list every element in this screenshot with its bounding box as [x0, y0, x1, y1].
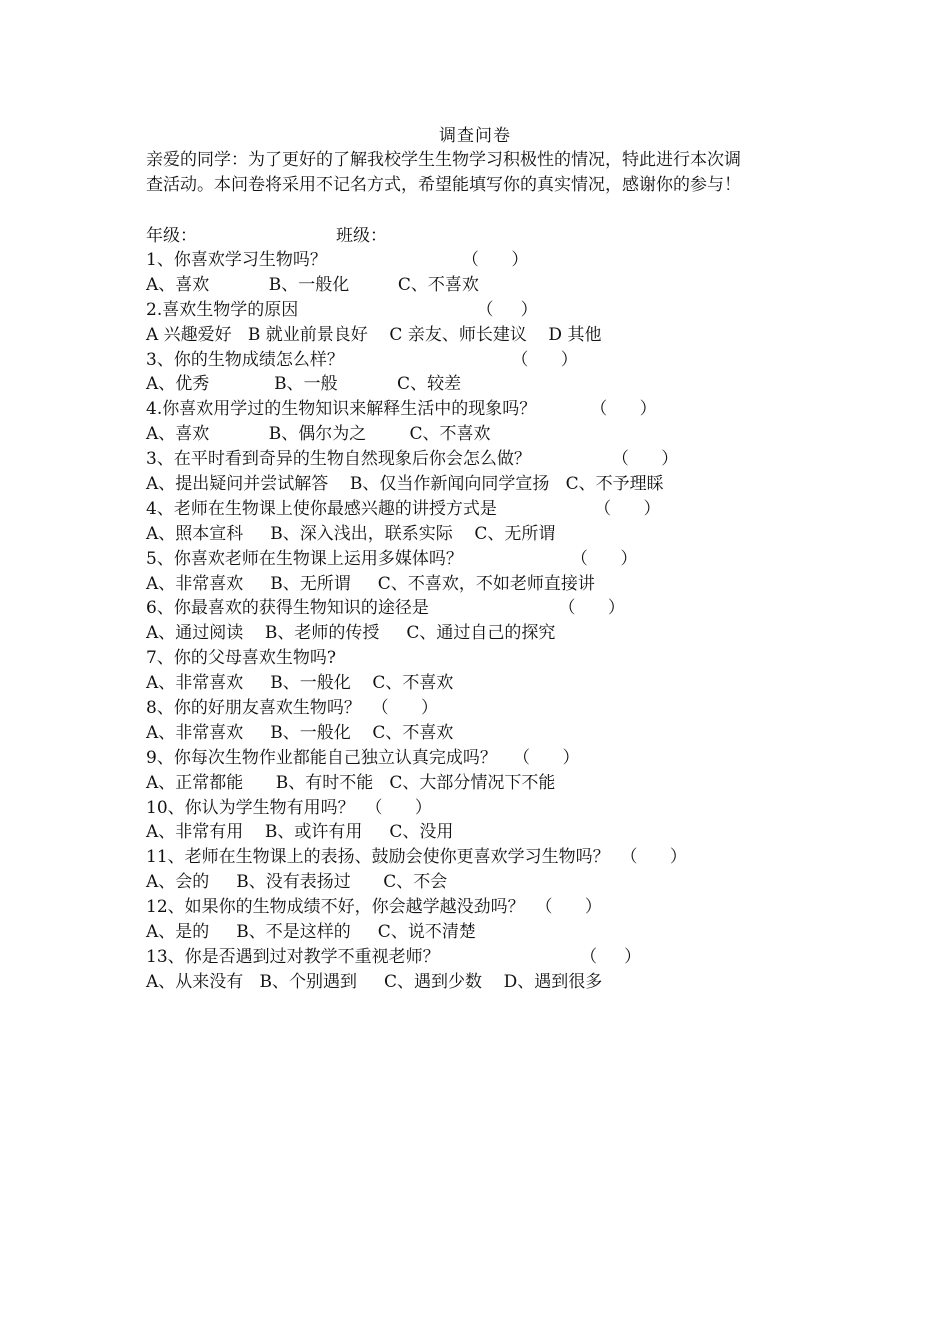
question-text: 9、你每次生物作业都能自己独立认真完成吗？ （ ） [146, 747, 580, 768]
question-text: 3、你的生物成绩怎么样？ （ ） [146, 349, 578, 370]
question-text: 4、老师在生物课上使你最感兴趣的讲授方式是 （ ） [146, 498, 661, 519]
question-options: A、非常有用 B、或许有用 C、没用 [146, 822, 454, 843]
question-text: 13、你是否遇到过对教学不重视老师？ （ ） [146, 946, 642, 967]
question-item [146, 547, 846, 597]
question-item [146, 298, 846, 348]
question-text: 2.喜欢生物学的原因 （ ） [146, 299, 538, 320]
question-item [146, 447, 846, 497]
question-text: 5、你喜欢老师在生物课上运用多媒体吗？ （ ） [146, 548, 638, 569]
question-options: A、从来没有 B、个别遇到 C、遇到少数 D、遇到很多 [146, 971, 603, 992]
document-title: 调查问卷 [439, 126, 511, 146]
question-item [146, 895, 846, 945]
question-text: 12、如果你的生物成绩不好，你会越学越没劲吗？ （ ） [146, 897, 602, 918]
class-label: 班级： [336, 226, 387, 246]
question-item [146, 696, 846, 746]
question-item [146, 746, 846, 796]
question-options: A、通过阅读 B、老师的传授 C、通过自己的探究 [146, 623, 556, 644]
question-options: A、非常喜欢 B、一般化 C、不喜欢 [146, 673, 454, 694]
question-options: A、喜欢 B、偶尔为之 C、不喜欢 [146, 424, 491, 445]
question-options: A、是的 B、不是这样的 C、说不清楚 [146, 922, 476, 943]
question-options: A 兴趣爱好 B 就业前景良好 C 亲友、师长建议 D 其他 [146, 324, 602, 345]
question-item [146, 596, 846, 646]
question-text: 6、你最喜欢的获得生物知识的途径是 （ ） [146, 598, 625, 619]
grade-class-row [146, 224, 387, 249]
question-options: A、会的 B、没有表扬过 C、不会 [146, 872, 448, 893]
question-options: A、正常都能 B、有时不能 C、大部分情况下不能 [146, 772, 556, 793]
question-options: A、提出疑问并尝试解答 B、仅当作新闻向同学宣扬 C、不予理睬 [146, 474, 664, 495]
question-item [146, 497, 846, 547]
question-item [146, 397, 846, 447]
intro-paragraph [146, 148, 811, 198]
question-item [146, 796, 846, 846]
question-text: 8、你的好朋友喜欢生物吗？ （ ） [146, 698, 439, 719]
question-item [146, 348, 846, 398]
grade-label: 年级： [146, 226, 197, 246]
intro-line: 亲爱的同学：为了更好的了解我校学生生物学习积极性的情况，特此进行本次调 [146, 150, 741, 170]
question-list [146, 248, 846, 995]
question-text: 7、你的父母喜欢生物吗? [146, 648, 336, 669]
question-options: A、照本宣科 B、深入浅出，联系实际 C、无所谓 [146, 523, 556, 544]
question-options: A、非常喜欢 B、无所谓 C、不喜欢，不如老师直接讲 [146, 573, 595, 594]
question-options: A、优秀 B、一般 C、较差 [146, 374, 462, 395]
question-item [146, 646, 846, 696]
question-text: 11、老师在生物课上的表扬、鼓励会使你更喜欢学习生物吗？ （ ） [146, 847, 687, 868]
question-item [146, 845, 846, 895]
question-options: A、喜欢 B、一般化 C、不喜欢 [146, 274, 479, 295]
intro-line: 查活动。本问卷将采用不记名方式，希望能填写你的真实情况，感谢你的参与！ [146, 175, 741, 195]
question-options: A、非常喜欢 B、一般化 C、不喜欢 [146, 722, 454, 743]
question-text: 1、你喜欢学习生物吗？ （ ） [146, 250, 529, 270]
question-text: 4.你喜欢用学过的生物知识来解释生活中的现象吗？ （ ） [146, 399, 657, 420]
question-text: 10、你认为学生物有用吗？ （ ） [146, 797, 432, 818]
question-text: 3、在平时看到奇异的生物自然现象后你会怎么做？ （ ） [146, 449, 679, 470]
question-item [146, 248, 846, 298]
question-item [146, 945, 846, 995]
